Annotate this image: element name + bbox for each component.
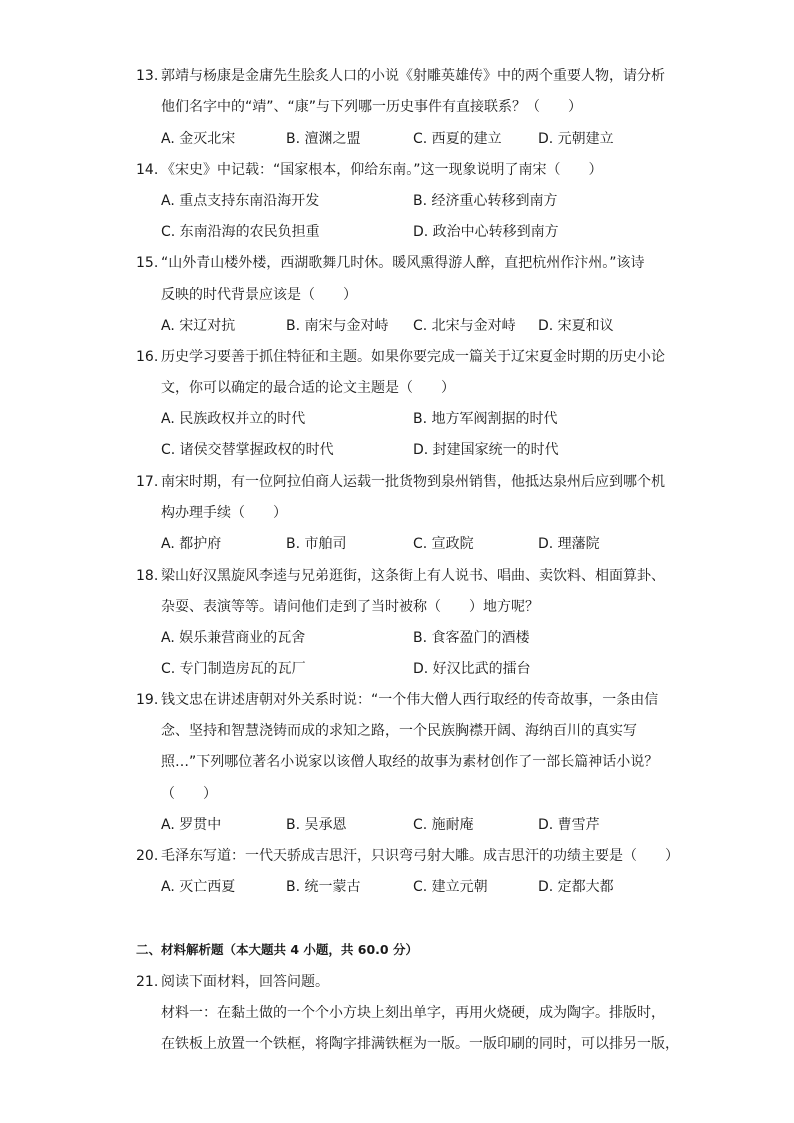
question-21-text-line-1: 阅读下面材料，回答问题。 bbox=[161, 974, 329, 990]
question-18-option-c: C. 专门制造房瓦的瓦厂 bbox=[161, 661, 306, 677]
question-20-option-b: B. 统一蒙古 bbox=[286, 879, 361, 895]
question-14-number: 14. bbox=[136, 162, 159, 178]
question-15-option-d: D. 宋夏和议 bbox=[538, 318, 614, 334]
question-15-text-line-2: 反映的时代背景应该是（ ） bbox=[161, 287, 357, 303]
question-19-option-a: A. 罗贯中 bbox=[161, 817, 222, 833]
question-17-number: 17. bbox=[136, 474, 159, 490]
question-20-option-d: D. 定都大都 bbox=[538, 879, 614, 895]
question-14-option-a: A. 重点支持东南沿海开发 bbox=[161, 193, 320, 209]
question-16-text-line-1: 历史学习要善于抓住特征和主题。如果你要完成一篇关于辽宋夏金时期的历史小论 bbox=[161, 349, 665, 365]
question-15-number: 15. bbox=[136, 255, 159, 271]
question-13-number: 13. bbox=[136, 68, 159, 84]
question-16-option-c: C. 诸侯交替掌握政权的时代 bbox=[161, 442, 334, 458]
question-20-number: 20. bbox=[136, 848, 159, 864]
question-18-option-b: B. 食客盈门的酒楼 bbox=[413, 630, 530, 646]
question-18-text-line-2: 杂耍、表演等等。请问他们走到了当时被称（ ）地方呢？ bbox=[161, 599, 539, 615]
question-17-text-line-2: 构办理手续（ ） bbox=[161, 505, 287, 521]
question-17-option-a: A. 都护府 bbox=[161, 536, 222, 552]
question-20-text-line-1: 毛泽东写道：一代天骄成吉思汗，只识弯弓射大雕。成吉思汗的功绩主要是（ ） bbox=[161, 848, 679, 864]
question-16-option-d: D. 封建国家统一的时代 bbox=[413, 442, 559, 458]
question-13-option-a: A. 金灭北宋 bbox=[161, 131, 236, 147]
question-15-option-a: A. 宋辽对抗 bbox=[161, 318, 236, 334]
question-17-text-line-1: 南宋时期，有一位阿拉伯商人运载一批货物到泉州销售，他抵达泉州后应到哪个机 bbox=[161, 474, 665, 490]
question-19-option-b: B. 吴承恩 bbox=[286, 817, 347, 833]
question-17-option-b: B. 市舶司 bbox=[286, 536, 347, 552]
question-21-text-line-3: 在铁板上放置一个铁框，将陶字排满铁框为一版。一版印刷的同时，可以排另一版， bbox=[161, 1036, 679, 1052]
question-17-option-c: C. 宣政院 bbox=[413, 536, 474, 552]
question-20-option-c: C. 建立元朝 bbox=[413, 879, 488, 895]
question-21-text-line-2: 材料一：在黏土做的一个个小方块上刻出单字，再用火烧硬，成为陶字。排版时， bbox=[161, 1005, 665, 1021]
question-21-number: 21. bbox=[136, 974, 159, 990]
question-18-option-a: A. 娱乐兼营商业的瓦舍 bbox=[161, 630, 306, 646]
question-13-option-d: D. 元朝建立 bbox=[538, 131, 614, 147]
question-19-option-d: D. 曹雪芹 bbox=[538, 817, 600, 833]
question-17-option-d: D. 理藩院 bbox=[538, 536, 600, 552]
question-19-text-line-1: 钱文忠在讲述唐朝对外关系时说：“一个伟大僧人西行取经的传奇故事，一条由信 bbox=[161, 692, 659, 708]
question-15-option-b: B. 南宋与金对峙 bbox=[286, 318, 389, 334]
question-18-number: 18. bbox=[136, 568, 159, 584]
question-16-option-a: A. 民族政权并立的时代 bbox=[161, 411, 306, 427]
question-19-text-line-3: 照…”下列哪位著名小说家以该僧人取经的故事为素材创作了一部长篇神话小说？ bbox=[161, 754, 659, 770]
question-16-text-line-2: 文，你可以确定的最合适的论文主题是（ ） bbox=[161, 380, 455, 396]
question-15-text-line-1: “山外青山楼外楼，西湖歌舞几时休。暖风熏得游人醉，直把杭州作汴州。”该诗 bbox=[161, 255, 645, 271]
question-16-option-b: B. 地方军阀割据的时代 bbox=[413, 411, 558, 427]
question-14-option-c: C. 东南沿海的农民负担重 bbox=[161, 224, 320, 240]
question-19-option-c: C. 施耐庵 bbox=[413, 817, 474, 833]
question-13-text-line-1: 郭靖与杨康是金庸先生脍炙人口的小说《射雕英雄传》中的两个重要人物，请分析 bbox=[161, 68, 665, 84]
question-13-option-b: B. 澶渊之盟 bbox=[286, 131, 361, 147]
question-18-text-line-1: 梁山好汉黑旋风李逵与兄弟逛街，这条街上有人说书、唱曲、卖饮料、相面算卦、 bbox=[161, 568, 665, 584]
question-14-text-line-1: 《宋史》中记载：“国家根本，仰给东南。”这一现象说明了南宋（ ） bbox=[161, 162, 603, 178]
question-14-option-d: D. 政治中心转移到南方 bbox=[413, 224, 559, 240]
question-13-text-line-2: 他们名字中的“靖”、“康”与下列哪一历史事件有直接联系？（ ） bbox=[161, 99, 583, 115]
question-13-option-c: C. 西夏的建立 bbox=[413, 131, 502, 147]
question-14-option-b: B. 经济重心转移到南方 bbox=[413, 193, 558, 209]
question-18-option-d: D. 好汉比武的擂台 bbox=[413, 661, 531, 677]
section-heading: 二、材料解析题（本大题共 4 小题，共 60.0 分） bbox=[136, 942, 418, 957]
question-19-number: 19. bbox=[136, 692, 159, 708]
question-16-number: 16. bbox=[136, 349, 159, 365]
question-20-option-a: A. 灭亡西夏 bbox=[161, 879, 236, 895]
question-19-text-line-2: 念、坚持和智慧浇铸而成的求知之路，一个民族胸襟开阔、海纳百川的真实写 bbox=[161, 723, 637, 739]
question-19-text-line-4: （ ） bbox=[161, 786, 217, 802]
question-15-option-c: C. 北宋与金对峙 bbox=[413, 318, 516, 334]
